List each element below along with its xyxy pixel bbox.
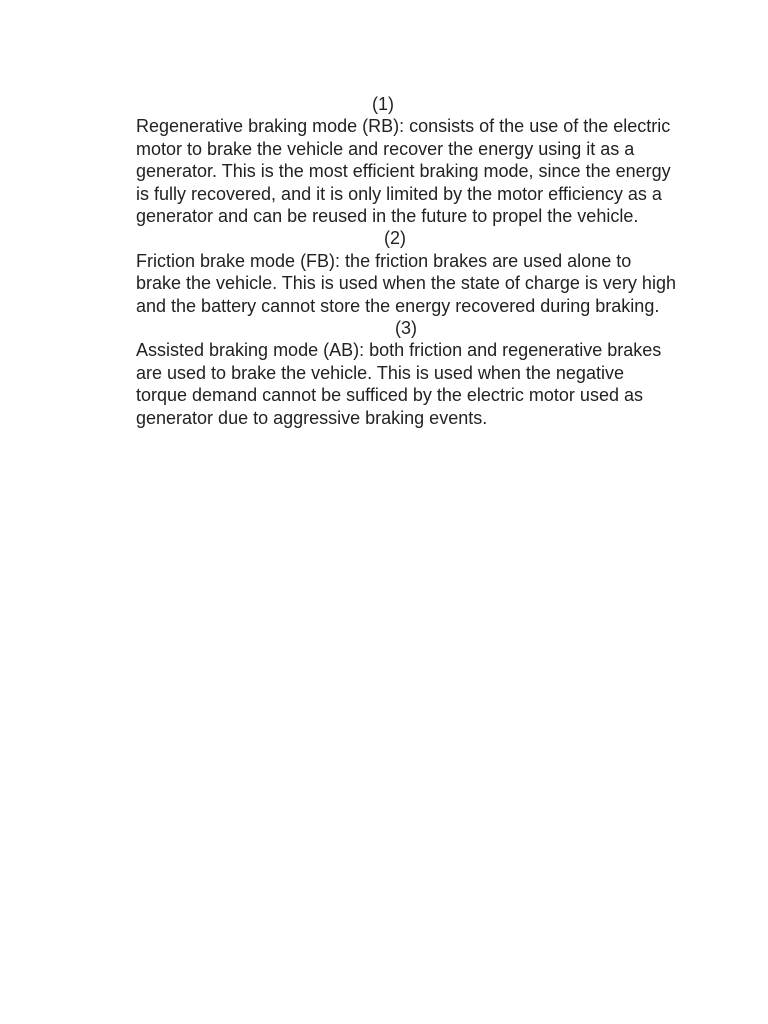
equation-number: (2) (384, 228, 406, 249)
paragraph-friction-brake: Friction brake mode (FB): the friction brakes are used alone to brake the vehicle. This is used when the state of charge is very high and the battery cannot store the energy recovered during braking. (136, 250, 676, 316)
document-body (136, 93, 676, 429)
equation-number: (1) (372, 94, 394, 114)
braking-mode-section-regenerative (136, 93, 676, 227)
paragraph-regenerative-braking: Regenerative braking mode (RB): consists of the use of the electric motor to brake the vehicle and recover the energy using it as a generator. This is the most efficient braking mode, since the energy is fully recovered, and it is only limited by the motor efficiency as a generator and can be reused in the future to propel the vehicle. (136, 116, 671, 227)
paragraph-assisted-braking: Assisted braking mode (AB): both friction and regenerative brakes are used to brake the vehicle. This is used when the negative torque demand cannot be sufficed by the electric motor used as generator due to aggressive braking events. (136, 340, 662, 428)
braking-mode-section-friction (136, 227, 676, 317)
equation-number: (3) (395, 318, 417, 339)
braking-mode-section-assisted (136, 317, 676, 429)
